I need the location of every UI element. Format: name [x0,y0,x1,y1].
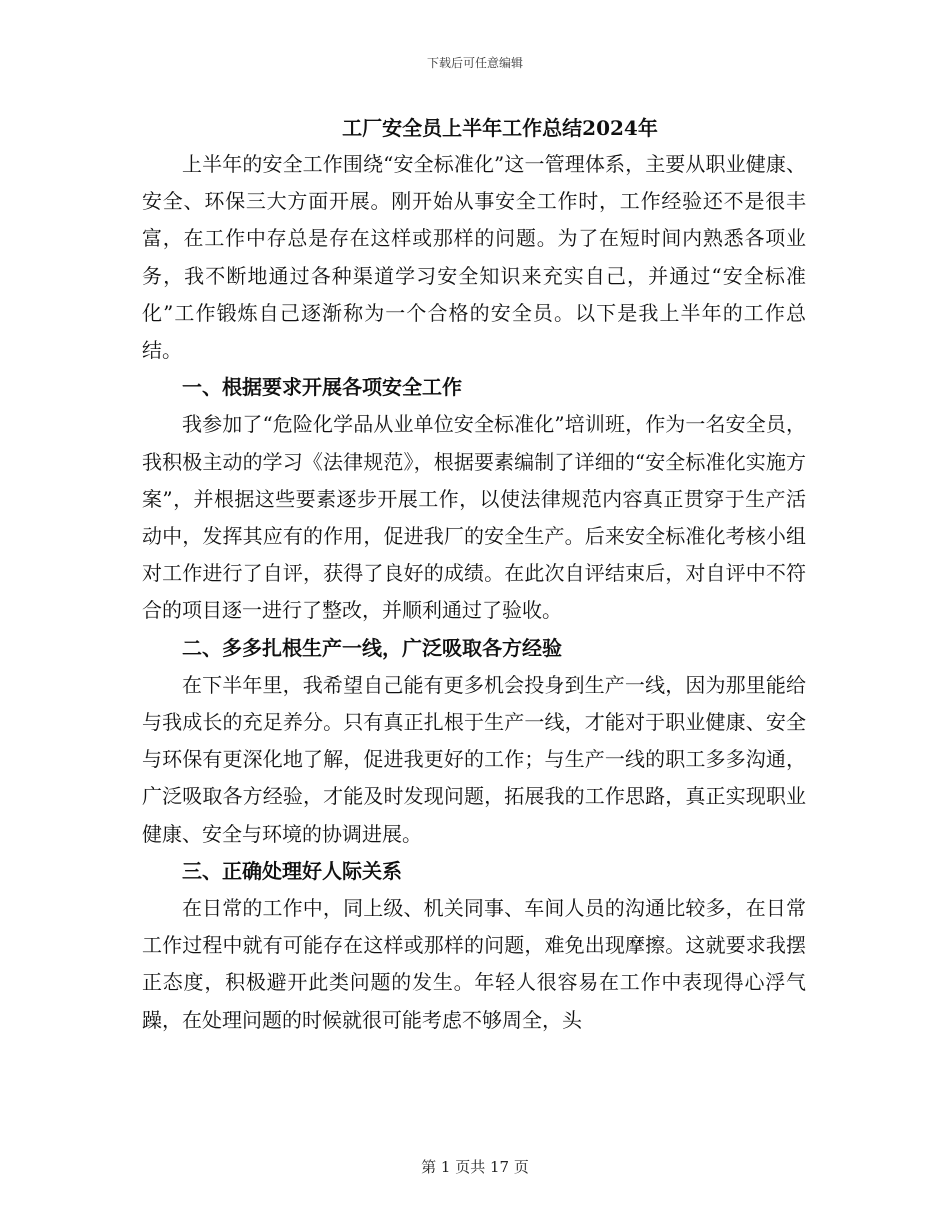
section-body-2: 在下半年里，我希望自己能有更多机会投身到生产一线，因为那里能给与我成长的充足养分。只有真正扎根于生产一线，才能对于职业健康、安全与环保有更深化地了解，促进我更好的工作；与生产一线的职工多多沟通，广泛吸取各方经验，才能及时发现问题，拓展我的工作思路，真正实现职业健康、安全与环境的协调进展。 [142,672,806,846]
document-title: 工厂安全员上半年工作总结2024年 [342,116,658,140]
section-heading-2: 二、多多扎根生产一线，广泛吸取各方经验 [182,635,562,660]
section-heading-1: 一、根据要求开展各项安全工作 [182,375,462,400]
section-body-1: 我参加了“危险化学品从业单位安全标准化”培训班，作为一名安全员，我积极主动的学习《法律规范》，根据要素编制了详细的“安全标准化实施方案”，并根据这些要素逐步开展工作，以使法律规范内容真正贯穿于生产活动中，发挥其应有的作用，促进我厂的安全生产。后来安全标准化考核小组对工作进行了自评，获得了良好的成绩。在此次自评结束后，对自评中不符合的项目逐一进行了整改，并顺利通过了验收。 [142,412,806,623]
header-note: 下载后可任意编辑 [426,56,523,70]
intro-paragraph: 上半年的安全工作围绕“安全标准化”这一管理体系，主要从职业健康、安全、环保三大方面开展。刚开始从事安全工作时，工作经验还不是很丰富，在工作中存总是存在这样或那样的问题。为了在短时间内熟悉各项业务，我不断地通过各种渠道学习安全知识来充实自己，并通过“安全标准化”工作锻炼自己逐渐称为一个合格的安全员。以下是我上半年的工作总结。 [142,152,806,363]
section-body-3: 在日常的工作中，同上级、机关同事、车间人员的沟通比较多，在日常工作过程中就有可能存在这样或那样的问题，难免出现摩擦。这就要求我摆正态度，积极避开此类问题的发生。年轻人很容易在工作中表现得心浮气躁，在处理问题的时候就很可能考虑不够周全，头 [142,896,806,1032]
document-body [142,146,806,1039]
section-heading-3: 三、正确处理好人际关系 [182,858,402,883]
page-footer: 第 1 页共 17 页 [421,1158,529,1176]
